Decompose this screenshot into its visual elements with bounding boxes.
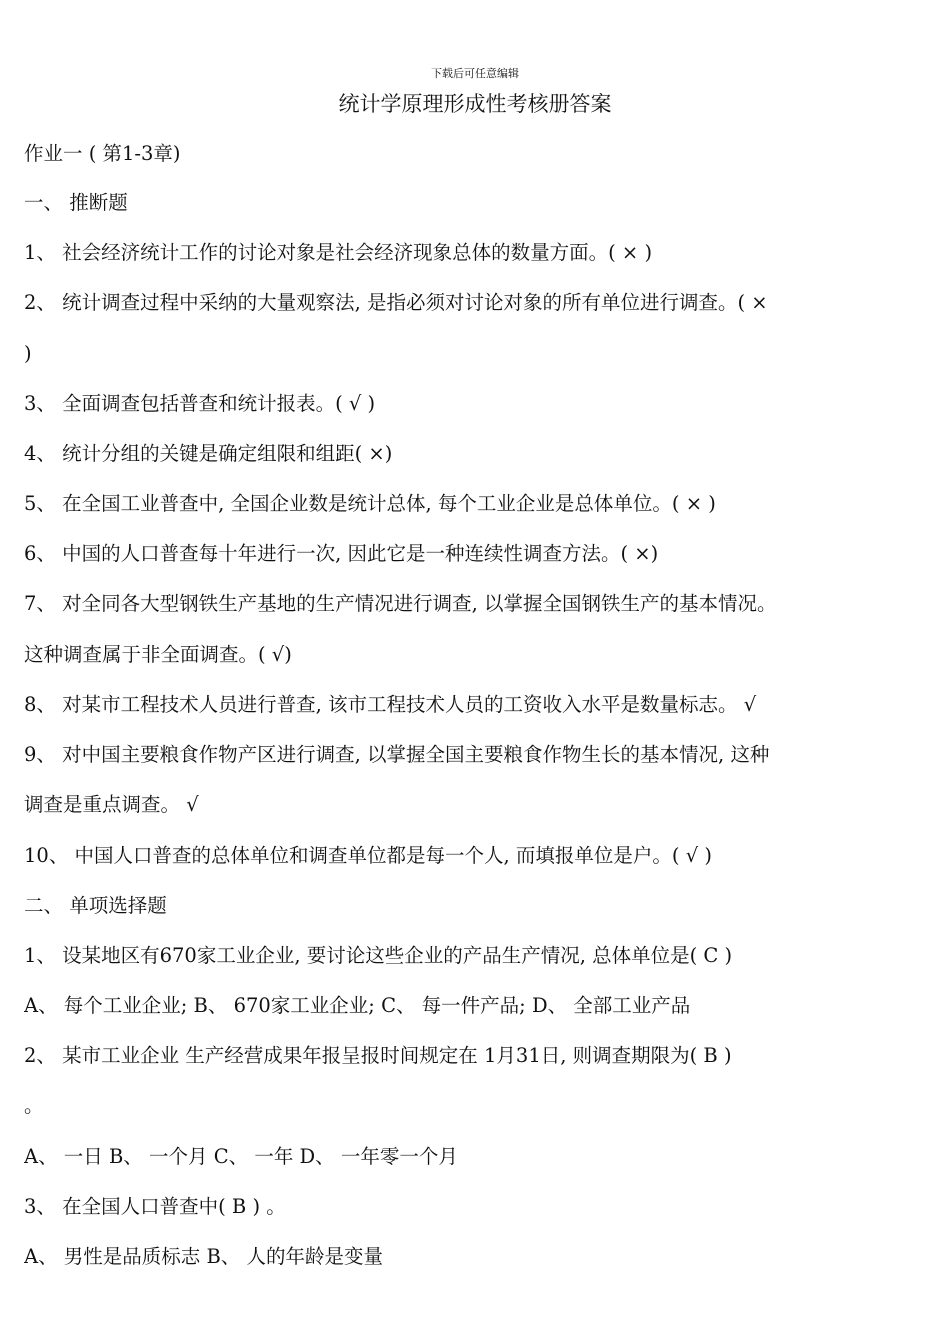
section-heading-assignment: 作业一 ( 第1-3章) xyxy=(24,142,181,165)
document-title: 统计学原理形成性考核册答案 xyxy=(338,92,612,116)
question-line: 7、 对全同各大型钢铁生产基地的生产情况进行调查, 以掌握全国钢铁生产的基本情况。 xyxy=(24,592,777,615)
header-note: 下载后可任意编辑 xyxy=(431,67,519,80)
question-line: 8、 对某市工程技术人员进行普查, 该市工程技术人员的工资收入水平是数量标志。 √ xyxy=(24,693,757,716)
question-line-continuation: 。 xyxy=(24,1094,44,1117)
question-line-continuation: 调查是重点调查。 √ xyxy=(24,793,199,816)
answer-options: A、 每个工业企业; B、 670家工业企业; C、 每一件产品; D、 全部工业产品 xyxy=(24,994,691,1017)
question-line: 3、 在全国人口普查中( B ) 。 xyxy=(24,1195,286,1218)
question-line: 6、 中国的人口普查每十年进行一次, 因此它是一种连续性调查方法。( ×) xyxy=(24,542,659,565)
question-line: 1、 设某地区有670家工业企业, 要讨论这些企业的产品生产情况, 总体单位是( C ) xyxy=(24,944,733,967)
section-heading-judgment: 一、 推断题 xyxy=(24,191,128,214)
question-line-continuation: 这种调查属于非全面调查。( √) xyxy=(24,643,292,666)
section-heading-single-choice: 二、 单项选择题 xyxy=(24,894,167,917)
question-line: 9、 对中国主要粮食作物产区进行调查, 以掌握全国主要粮食作物生长的基本情况, 这种 xyxy=(24,743,770,766)
question-line: 5、 在全国工业普查中, 全国企业数是统计总体, 每个工业企业是总体单位。( × ) xyxy=(24,492,716,515)
answer-options: A、 男性是品质标志 B、 人的年龄是变量 xyxy=(24,1245,384,1268)
question-line-continuation: ) xyxy=(24,342,32,365)
question-line: 10、 中国人口普查的总体单位和调查单位都是每一个人, 而填报单位是户。( √ ) xyxy=(24,844,712,867)
question-line: 2、 统计调查过程中采纳的大量观察法, 是指必须对讨论对象的所有单位进行调查。( × xyxy=(24,291,768,314)
question-line: 1、 社会经济统计工作的讨论对象是社会经济现象总体的数量方面。( × ) xyxy=(24,241,653,264)
question-line: 4、 统计分组的关键是确定组限和组距( ×) xyxy=(24,442,393,465)
answer-options: A、 一日 B、 一个月 C、 一年 D、 一年零一个月 xyxy=(24,1145,458,1168)
question-line: 3、 全面调查包括普查和统计报表。( √ ) xyxy=(24,392,376,415)
question-line: 2、 某市工业企业 生产经营成果年报呈报时间规定在 1月31日, 则调查期限为( B ) xyxy=(24,1044,732,1067)
